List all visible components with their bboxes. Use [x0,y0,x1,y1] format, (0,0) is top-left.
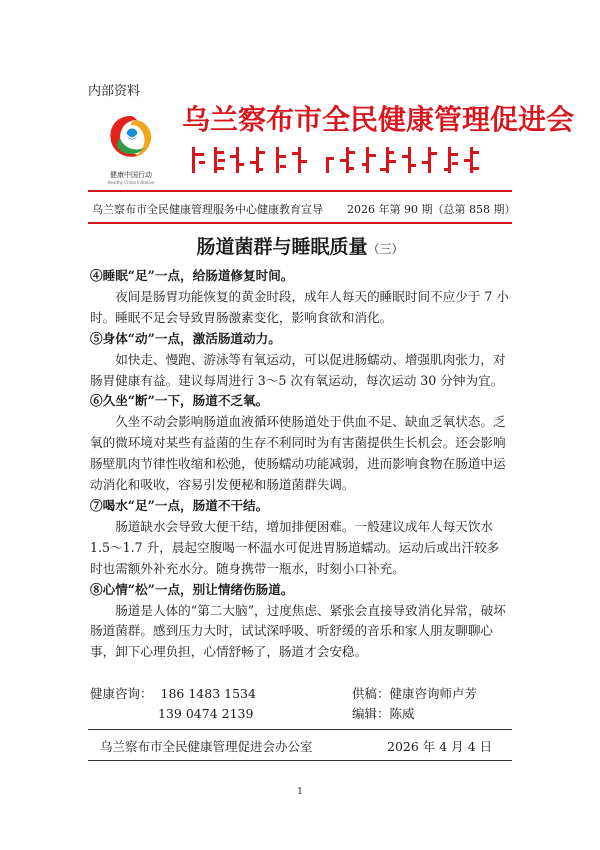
section-paragraph: 如快走、慢跑、游泳等有氧运动，可以促进肠蠕动、增强肌肉张力，对肠胃健康有益。建议每周进行 3～5 次有氧运动，每次运动 30 分钟为宜。 [90,351,506,388]
author-name: 健康咨询师卢芳 [389,686,478,701]
section-heading: ④睡眠“足”一点，给肠道修复时间。 [90,268,294,283]
logo-caption: 健康中国行动 [110,171,152,179]
editor-name: 陈威 [389,706,415,721]
section-heading: ⑥久坐“断”一下，肠道不乏氧。 [90,393,269,409]
section-heading: ⑦喝水“足”一点，肠道不干结。 [90,497,269,513]
internal-label: 内部资料 [88,84,141,99]
mongolian-script-title [190,143,490,177]
issue-source: 乌兰察布市全民健康管理服务中心健康教育宣导 [92,203,323,216]
footer-top-rule [88,729,512,730]
footer-date: 2026 年 4 月 4 日 [387,739,493,754]
organization-title: 乌兰察布市全民健康管理促进会 [182,103,575,136]
issue-number: 2026 年第 90 期（总第 858 期） [347,203,516,216]
section-heading: ⑧心情“松”一点，别让情绪伤肠道。 [90,581,294,597]
contact-block [90,684,256,724]
issue-line [92,201,516,217]
section-paragraph: 肠道缺水会导致大便干结，增加排便困难。一般建议成年人每天饮水 1.5～1.7 升，晨起空腹喝一杯温水可促进胃肠道蠕动。运动后或出汗较多时也需额外补充水分。随身携带一瓶水，时刻小口补充。 [90,518,500,576]
health-china-logo [102,108,160,166]
section-paragraph: 肠道是人体的“第二大脑”，过度焦虑、紧张会直接导致消化异常，破坏肠道菌群。感到压力大时，试试深呼吸、听舒缓的音乐和家人朋友聊聊心事，卸下心理负担，心情舒畅了，肠道才会安稳。 [90,602,506,660]
article-title-part: （三） [367,242,404,256]
article-title [0,232,600,259]
header-red-rule [88,190,512,192]
article-body [90,266,510,663]
section-heading: ⑤身体“动”一点，激活肠道动力。 [90,330,281,346]
contact-phone-1: 186 1483 1534 [160,686,256,701]
footer-bottom-rule [88,760,512,761]
section-paragraph: 久坐不动会影响肠道血液循环使肠道处于供血不足、缺血乏氧状态。乏氧的微环境对某些有益菌的生存不利同时为有害菌提供生长机会。还会影响肠壁肌肉节律性收缩和松弛，使肠蠕动功能减弱，进而影响食物在肠道中运动消化和吸收，容易引发便秘和肠道菌群失调。 [90,414,506,493]
credits-block [352,684,477,724]
author-label: 供稿： [352,686,390,701]
contact-phone-2: 139 0474 2139 [158,706,254,721]
section-paragraph: 夜间是肠胃功能恢复的黄金时段，成年人每天的睡眠时间不应少于 7 小时。睡眠不足会导致胃肠激素变化，影响食欲和消化。 [90,288,510,325]
footer-office: 乌兰察布市全民健康管理促进会办公室 [100,739,313,754]
footer [100,737,500,755]
article-title-text: 肠道菌群与睡眠质量 [196,236,368,258]
logo-subcaption: Healthy China Initiative [107,180,155,185]
contact-label: 健康咨询： [90,686,153,701]
editor-label: 编辑： [352,706,390,721]
issue-red-rule [88,222,512,224]
page-number: 1 [297,787,303,797]
